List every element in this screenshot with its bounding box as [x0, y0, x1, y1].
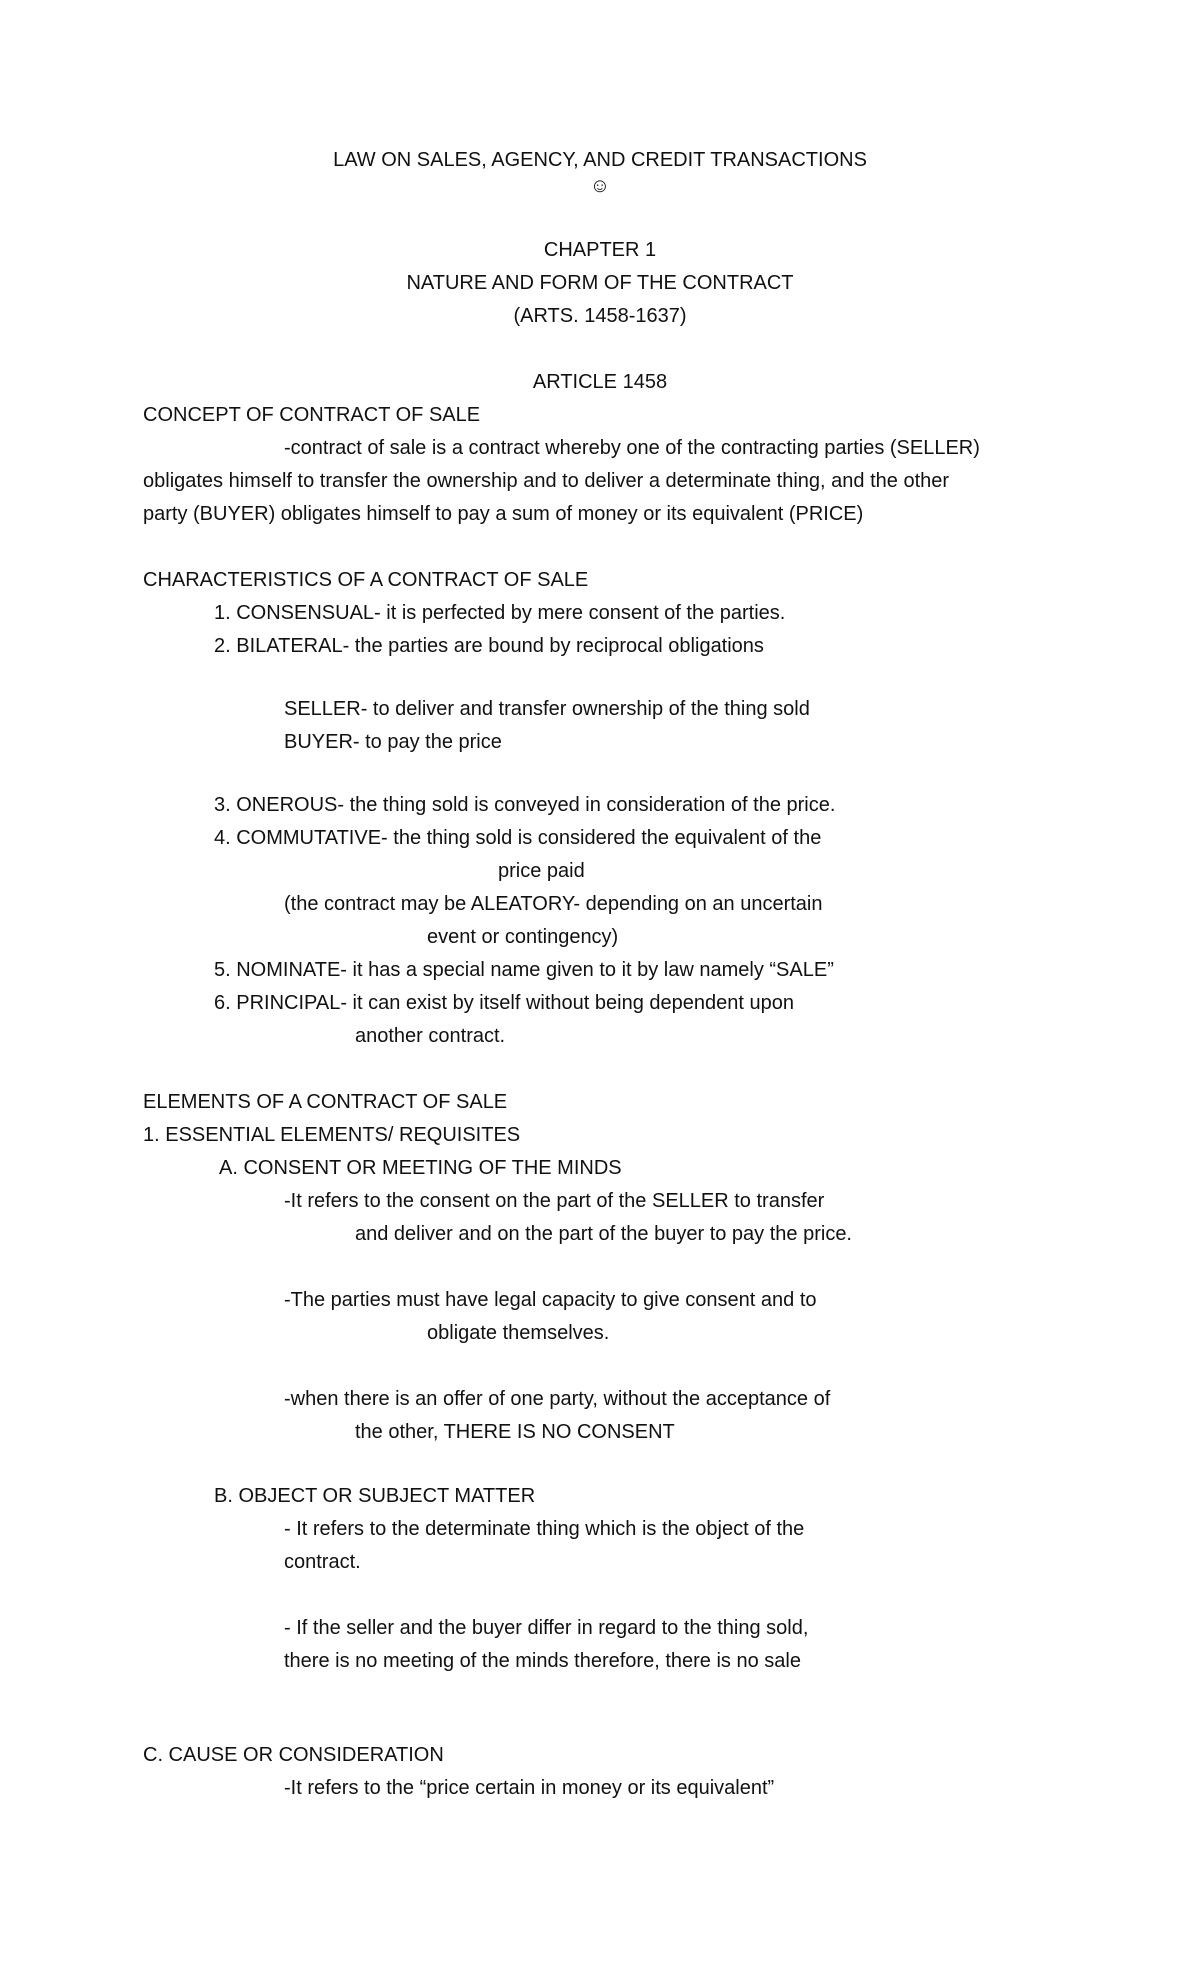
consent-line: -It refers to the consent on the part of the SELLER to transfer: [284, 1190, 825, 1212]
elements-heading: ELEMENTS OF A CONTRACT OF SALE: [143, 1091, 508, 1113]
chapter-title: NATURE AND FORM OF THE CONTRACT: [406, 272, 794, 294]
document-title: LAW ON SALES, AGENCY, AND CREDIT TRANSACTIONS: [333, 149, 867, 171]
consent-line: obligate themselves.: [427, 1322, 610, 1344]
object-line: - If the seller and the buyer differ in regard to the thing sold,: [284, 1617, 809, 1639]
object-heading: B. OBJECT OR SUBJECT MATTER: [214, 1485, 536, 1507]
characteristics-heading: CHARACTERISTICS OF A CONTRACT OF SALE: [143, 569, 589, 591]
consent-line: the other, THERE IS NO CONSENT: [355, 1421, 675, 1443]
concept-line: -contract of sale is a contract whereby one of the contracting parties (SELLER): [284, 437, 980, 459]
characteristic-item: 4. COMMUTATIVE- the thing sold is considered the equivalent of the: [214, 827, 822, 849]
consent-heading: A. CONSENT OR MEETING OF THE MINDS: [219, 1157, 622, 1179]
consent-line: and deliver and on the part of the buyer to pay the price.: [355, 1223, 852, 1245]
cause-heading: C. CAUSE OR CONSIDERATION: [143, 1744, 444, 1766]
object-line: contract.: [284, 1551, 361, 1573]
aleatory-note-continuation: event or contingency): [427, 926, 619, 948]
concept-heading: CONCEPT OF CONTRACT OF SALE: [143, 404, 481, 426]
characteristic-continuation: another contract.: [355, 1025, 506, 1047]
characteristic-item: 5. NOMINATE- it has a special name given to it by law namely “SALE”: [214, 959, 834, 981]
characteristic-item: 6. PRINCIPAL- it can exist by itself without being dependent upon: [214, 992, 794, 1014]
articles-range: (ARTS. 1458-1637): [513, 305, 687, 327]
object-line: - It refers to the determinate thing which is the object of the: [284, 1518, 805, 1540]
aleatory-note: (the contract may be ALEATORY- depending on an uncertain: [284, 893, 823, 915]
essential-elements-heading: 1. ESSENTIAL ELEMENTS/ REQUISITES: [143, 1124, 521, 1146]
consent-line: -when there is an offer of one party, without the acceptance of: [284, 1388, 831, 1410]
characteristic-item: 2. BILATERAL- the parties are bound by reciprocal obligations: [214, 635, 764, 657]
chapter-number: CHAPTER 1: [543, 239, 657, 261]
characteristic-item: 3. ONEROUS- the thing sold is conveyed in consideration of the price.: [214, 794, 836, 816]
concept-line: obligates himself to transfer the ownership and to deliver a determinate thing, and the other: [143, 470, 950, 492]
characteristic-item: 1. CONSENSUAL- it is perfected by mere consent of the parties.: [214, 602, 786, 624]
object-line: there is no meeting of the minds therefore, there is no sale: [284, 1650, 801, 1672]
consent-line: -The parties must have legal capacity to give consent and to: [284, 1289, 817, 1311]
cause-line: -It refers to the “price certain in money or its equivalent”: [284, 1777, 775, 1799]
seller-obligation: SELLER- to deliver and transfer ownership of the thing sold: [284, 698, 810, 720]
buyer-obligation: BUYER- to pay the price: [284, 731, 502, 753]
concept-line: party (BUYER) obligates himself to pay a sum of money or its equivalent (PRICE): [143, 503, 864, 525]
article-heading: ARTICLE 1458: [532, 371, 668, 393]
smiley-icon: ☺: [589, 175, 611, 197]
characteristic-continuation: price paid: [498, 860, 585, 882]
